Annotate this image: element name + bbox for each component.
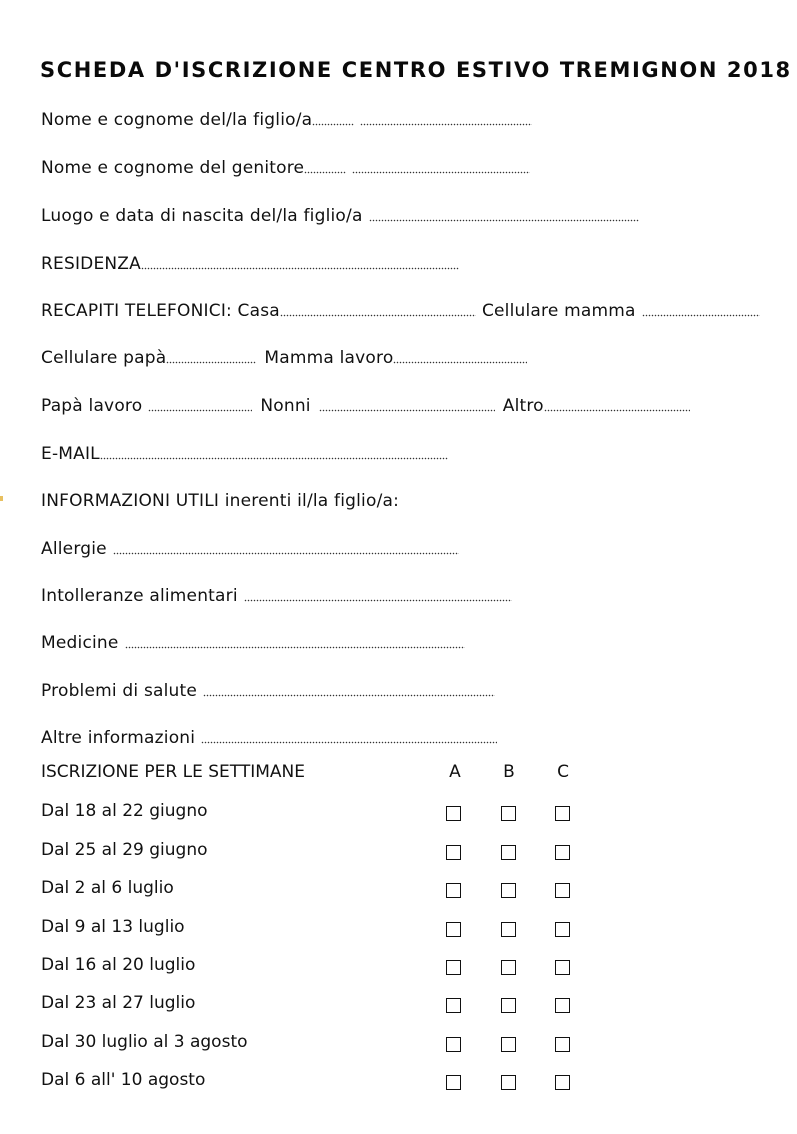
medicines-field[interactable] bbox=[125, 646, 465, 649]
father-work-field[interactable] bbox=[148, 409, 252, 412]
weeks-heading: ISCRIZIONE PER LE SETTIMANE bbox=[41, 762, 305, 782]
medicines-label: Medicine bbox=[41, 633, 119, 653]
week-checkbox-a[interactable] bbox=[446, 960, 461, 975]
health-row bbox=[41, 677, 495, 701]
parent-name-row bbox=[41, 154, 530, 178]
week-checkbox-c[interactable] bbox=[555, 806, 570, 821]
column-a-header: A bbox=[449, 762, 461, 782]
birth-label: Luogo e data di nascita del/la figlio/a bbox=[41, 206, 363, 226]
mobile-work-row bbox=[41, 344, 527, 368]
week-checkbox-a[interactable] bbox=[446, 1075, 461, 1090]
week-checkbox-b[interactable] bbox=[501, 922, 516, 937]
week-checkbox-a[interactable] bbox=[446, 998, 461, 1013]
week-label: Dal 6 all' 10 agosto bbox=[41, 1070, 206, 1090]
mother-work-field[interactable] bbox=[393, 361, 527, 364]
week-label: Dal 2 al 6 luglio bbox=[41, 878, 174, 898]
other-info-field[interactable] bbox=[201, 741, 497, 744]
birth-row bbox=[41, 202, 639, 226]
week-label: Dal 23 al 27 luglio bbox=[41, 993, 196, 1013]
parent-name-label: Nome e cognome del genitore bbox=[41, 158, 305, 178]
week-checkbox-a[interactable] bbox=[446, 1037, 461, 1052]
week-label: Dal 25 al 29 giugno bbox=[41, 840, 208, 860]
other-info-row bbox=[41, 724, 497, 748]
week-checkbox-c[interactable] bbox=[555, 845, 570, 860]
email-label: E-MAIL bbox=[41, 444, 100, 464]
week-checkbox-c[interactable] bbox=[555, 922, 570, 937]
week-label: Dal 9 al 13 luglio bbox=[41, 917, 185, 937]
father-work-label: Papà lavoro bbox=[41, 396, 143, 416]
week-checkbox-a[interactable] bbox=[446, 883, 461, 898]
phones-row bbox=[41, 297, 760, 321]
other-info-label: Altre informazioni bbox=[41, 728, 196, 748]
grandparents-label: Nonni bbox=[260, 396, 311, 416]
week-label: Dal 16 al 20 luglio bbox=[41, 955, 196, 975]
home-phone-label: RECAPITI TELEFONICI: Casa bbox=[41, 301, 280, 321]
allergies-row bbox=[41, 535, 459, 559]
mother-mobile-field[interactable] bbox=[642, 314, 760, 317]
parent-name-field-2[interactable] bbox=[352, 171, 530, 174]
info-heading-row bbox=[41, 487, 399, 511]
child-name-field-2[interactable] bbox=[360, 123, 532, 126]
residence-row bbox=[41, 250, 459, 274]
other-phone-field[interactable] bbox=[544, 409, 690, 412]
info-heading: INFORMAZIONI UTILI inerenti il/la figlio/a: bbox=[41, 491, 400, 511]
form-title: SCHEDA D'ISCRIZIONE CENTRO ESTIVO TREMIGNON 2018 bbox=[40, 58, 792, 82]
email-row bbox=[41, 440, 448, 464]
week-checkbox-b[interactable] bbox=[501, 998, 516, 1013]
week-checkbox-b[interactable] bbox=[501, 1075, 516, 1090]
health-field[interactable] bbox=[203, 694, 495, 697]
week-checkbox-c[interactable] bbox=[555, 998, 570, 1013]
child-name-label: Nome e cognome del/la figlio/a bbox=[41, 110, 313, 130]
birth-field[interactable] bbox=[369, 219, 639, 222]
week-checkbox-b[interactable] bbox=[501, 960, 516, 975]
child-name-row bbox=[41, 106, 532, 130]
week-checkbox-c[interactable] bbox=[555, 1037, 570, 1052]
week-checkbox-b[interactable] bbox=[501, 806, 516, 821]
mother-mobile-label: Cellulare mamma bbox=[481, 301, 636, 321]
father-mobile-field[interactable] bbox=[166, 361, 256, 364]
parent-name-field[interactable] bbox=[304, 171, 346, 174]
week-checkbox-a[interactable] bbox=[446, 806, 461, 821]
week-checkbox-c[interactable] bbox=[555, 1075, 570, 1090]
father-mobile-label: Cellulare papà bbox=[41, 348, 167, 368]
column-c-header: C bbox=[557, 762, 569, 782]
residence-field[interactable] bbox=[141, 267, 459, 270]
week-checkbox-b[interactable] bbox=[501, 845, 516, 860]
intolerances-row bbox=[41, 582, 512, 606]
week-label: Dal 18 al 22 giugno bbox=[41, 801, 208, 821]
intolerances-field[interactable] bbox=[244, 599, 512, 602]
intolerances-label: Intolleranze alimentari bbox=[41, 586, 238, 606]
margin-mark bbox=[0, 496, 3, 501]
allergies-label: Allergie bbox=[41, 539, 107, 559]
other-phone-label: Altro bbox=[502, 396, 544, 416]
mother-work-label: Mamma lavoro bbox=[264, 348, 394, 368]
week-checkbox-b[interactable] bbox=[501, 883, 516, 898]
work-other-row bbox=[41, 392, 690, 416]
week-checkbox-b[interactable] bbox=[501, 1037, 516, 1052]
residence-label: RESIDENZA bbox=[41, 254, 141, 274]
allergies-field[interactable] bbox=[113, 552, 459, 555]
grandparents-field[interactable] bbox=[319, 409, 495, 412]
week-checkbox-a[interactable] bbox=[446, 845, 461, 860]
child-name-field[interactable] bbox=[312, 123, 354, 126]
column-b-header: B bbox=[503, 762, 515, 782]
week-label: Dal 30 luglio al 3 agosto bbox=[41, 1032, 248, 1052]
week-checkbox-c[interactable] bbox=[555, 960, 570, 975]
week-checkbox-c[interactable] bbox=[555, 883, 570, 898]
week-checkbox-a[interactable] bbox=[446, 922, 461, 937]
health-label: Problemi di salute bbox=[41, 681, 198, 701]
medicines-row bbox=[41, 629, 465, 653]
email-field[interactable] bbox=[100, 457, 448, 460]
home-phone-field[interactable] bbox=[280, 314, 476, 317]
